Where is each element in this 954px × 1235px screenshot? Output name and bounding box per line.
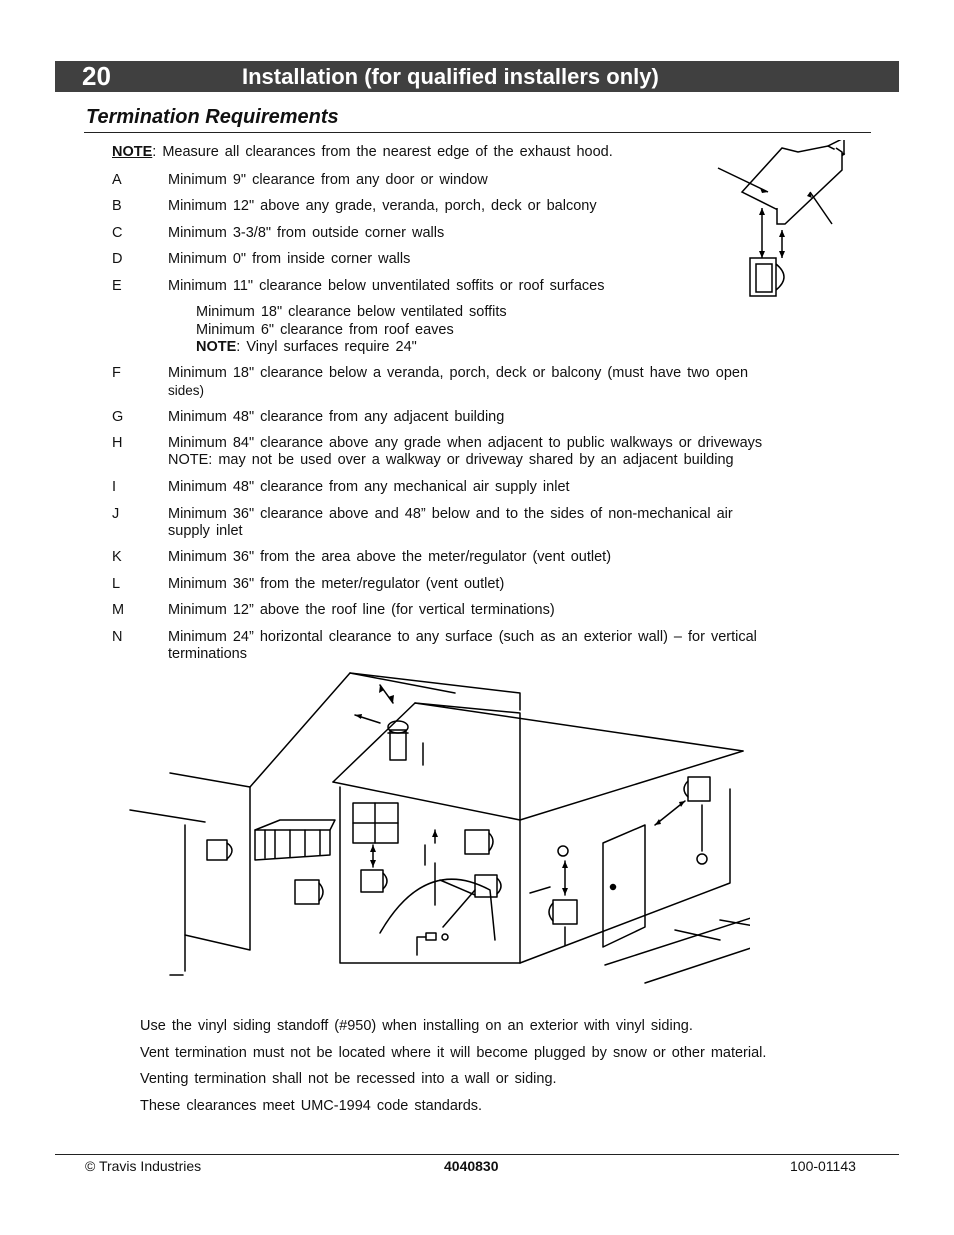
e-sub-line-2: Minimum 6" clearance from roof eaves: [196, 322, 454, 338]
page-title: Installation (for qualified installers only): [242, 64, 659, 89]
section-divider: [84, 132, 871, 133]
note-text: : Measure all clearances from the nearest edge of the exhaust hood.: [152, 144, 613, 160]
page-header-bar: [55, 61, 899, 92]
e-sub-note: NOTE: Vinyl surfaces require 24": [196, 339, 417, 355]
house-termination-diagram: [125, 665, 750, 990]
intro-note: [112, 144, 613, 160]
footer-divider: [55, 1154, 899, 1155]
footer-part-number: 100-01143: [790, 1158, 856, 1174]
paragraph-code-standards: These clearances meet UMC-1994 code standards.: [140, 1098, 483, 1114]
paragraph-snow: Vent termination must not be located where it will become plugged by snow or other material.: [140, 1045, 767, 1061]
section-title: Termination Requirements: [86, 106, 339, 128]
paragraph-vinyl-standoff: Use the vinyl siding standoff (#950) when installing on an exterior with vinyl siding.: [140, 1018, 693, 1034]
paragraph-recessed: Venting termination shall not be recessed into a wall or siding.: [140, 1071, 557, 1087]
note-label: NOTE: [112, 144, 153, 160]
footer-doc-number: 4040830: [444, 1158, 499, 1174]
page-number: 20: [82, 61, 111, 91]
footer-copyright: © Travis Industries: [85, 1158, 202, 1174]
soffit-clearance-diagram: [700, 140, 860, 305]
e-sub-line-1: Minimum 18" clearance below ventilated soffits: [196, 304, 507, 320]
